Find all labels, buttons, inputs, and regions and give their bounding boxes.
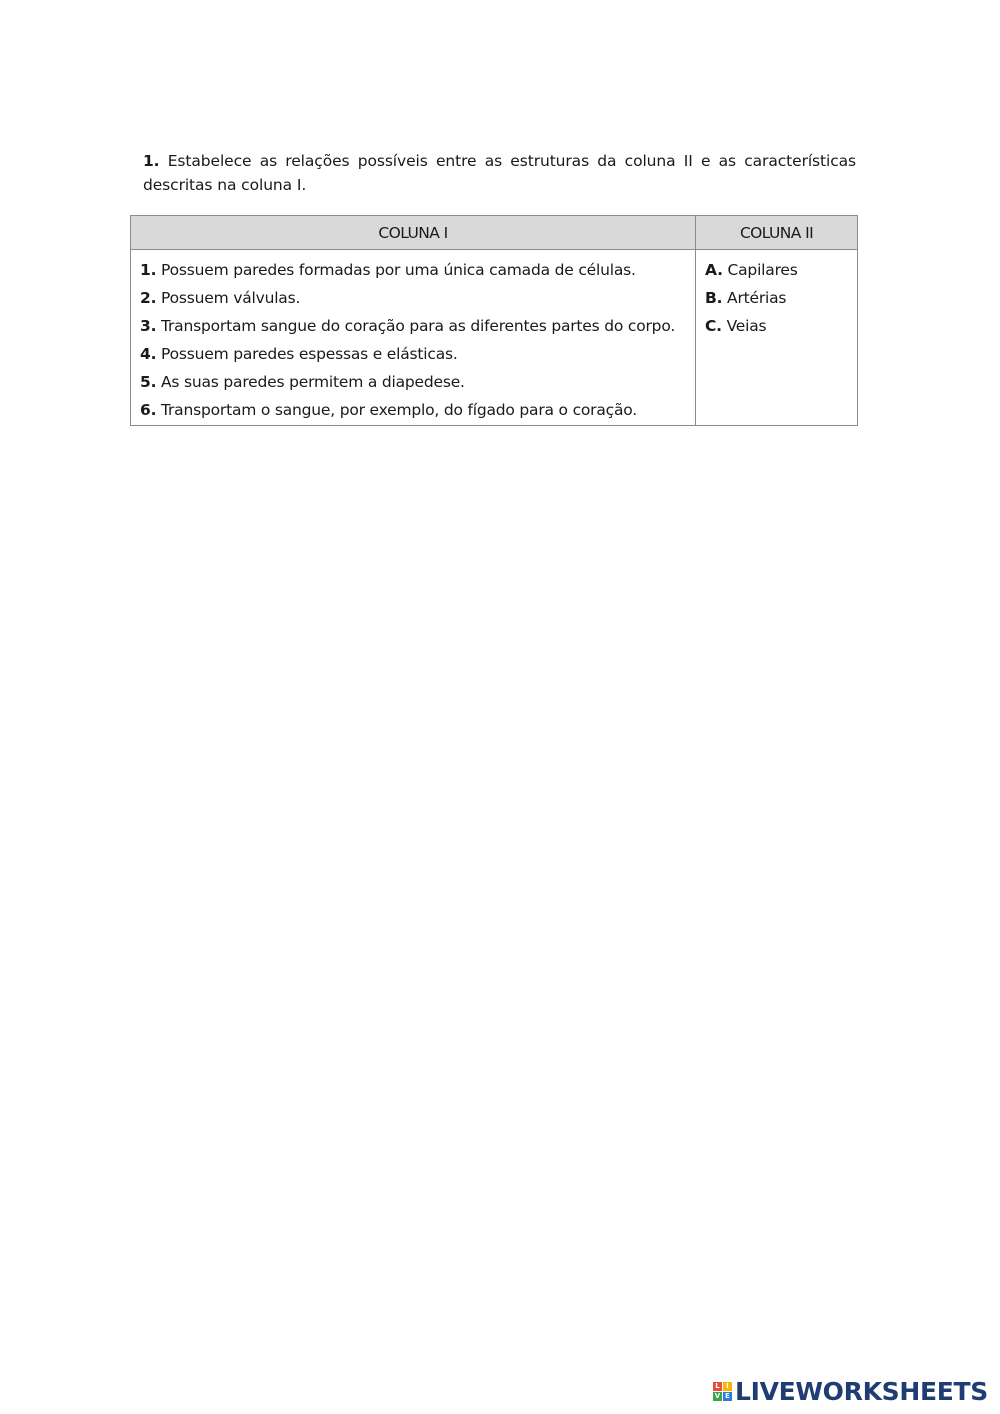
- item-number: 1.: [140, 261, 157, 279]
- item-number: 3.: [140, 317, 157, 335]
- item-letter: C.: [705, 317, 722, 335]
- question-body: Estabelece as relações possíveis entre as estruturas da coluna II e as características descritas na coluna I.: [143, 152, 856, 194]
- liveworksheets-logo: [713, 1377, 988, 1406]
- item-text: Transportam o sangue, por exemplo, do fígado para o coração.: [156, 401, 638, 419]
- item-number: 6.: [140, 401, 157, 419]
- item-number: 5.: [140, 373, 157, 391]
- item-text: Possuem válvulas.: [156, 289, 301, 307]
- list-item: [705, 284, 857, 312]
- liveworksheets-icon: [713, 1382, 732, 1401]
- table-row: [131, 250, 858, 426]
- item-letter: A.: [705, 261, 723, 279]
- question-text: [143, 149, 856, 197]
- list-item: [140, 256, 695, 284]
- icon-tile: V: [714, 1392, 721, 1400]
- icon-tile: E: [723, 1392, 732, 1401]
- table-header-row: [131, 216, 858, 250]
- matching-table: [130, 215, 858, 426]
- list-item: [140, 396, 695, 424]
- column-1-header: COLUNA I: [131, 216, 696, 250]
- item-text: As suas paredes permitem a diapedese.: [156, 373, 465, 391]
- icon-tile: I: [723, 1382, 732, 1391]
- item-text: Possuem paredes espessas e elásticas.: [156, 345, 458, 363]
- column-2-cell: [696, 250, 858, 426]
- item-number: 2.: [140, 289, 157, 307]
- item-letter: B.: [705, 289, 723, 307]
- list-item: [705, 256, 857, 284]
- item-text: Capilares: [722, 261, 798, 279]
- brand-name: LIVEWORKSHEETS: [734, 1377, 988, 1406]
- column-2-header: COLUNA II: [696, 216, 858, 250]
- list-item: [140, 368, 695, 396]
- icon-tile: L: [713, 1382, 722, 1391]
- column-1-cell: [131, 250, 696, 426]
- item-text: Veias: [721, 317, 767, 335]
- list-item: [140, 340, 695, 368]
- list-item: [705, 312, 857, 340]
- list-item: [140, 284, 695, 312]
- item-text: Possuem paredes formadas por uma única camada de células.: [156, 261, 636, 279]
- question-number: 1.: [143, 152, 160, 170]
- item-text: Artérias: [722, 289, 787, 307]
- list-item: [140, 312, 695, 340]
- item-text: Transportam sangue do coração para as diferentes partes do corpo.: [156, 317, 676, 335]
- item-number: 4.: [140, 345, 157, 363]
